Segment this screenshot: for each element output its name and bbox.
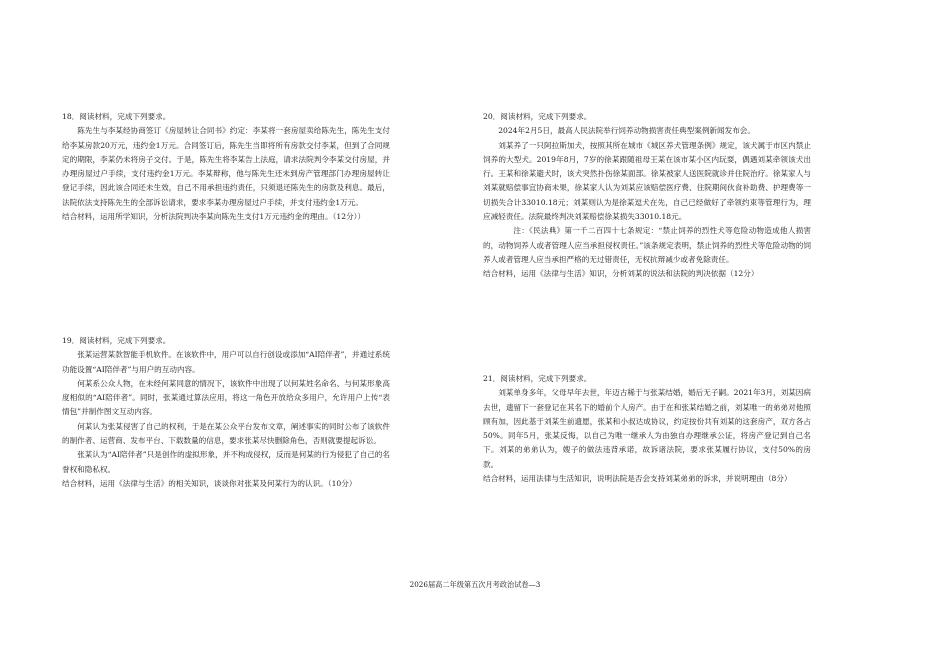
question-20-task: 结合材料，运用《法律与生活》知识，分析刘某的说法和法院的判决依据（12分） [483, 269, 759, 279]
question-18-material: 陈先生与李某经协商签订《房屋转让合同书》约定：李某将一套房屋卖给陈先生，陈先生支付给李某房款20万元，违约金1万元。合同签订后，陈先生当即将所有房款交付李某，但到了合同规定的期限，李某仍未将房子交付。于是，陈先生将李某告上法庭，请求法院判令李某交付房屋，并办理房屋过户手续，支付违约金1万元。李某辩称，他与陈先生还未到房产管理部门办理房屋转让登记手续，因此该合同还未生效，自己不用承担违约责任，只须退还陈先生的房款及利息。最后，法院依法支持陈先生的全部诉讼请求，要求李某办理房屋过户手续，并支付违约金1万元。 [62, 126, 390, 207]
question-18-heading: 18．阅读材料，完成下列要求。 [62, 112, 171, 121]
question-19-task: 结合材料，运用《法律与生活》的相关知识，谈谈你对张某及何某行为的认识。（10分） [62, 478, 357, 488]
question-20-note: 注：《民法典》第一千二百四十七条规定：“禁止饲养的烈性犬等危险动物造成他人损害的，动物饲养人或者管理人应当承担侵权责任。”该条规定表明，禁止饲养的烈性犬等危险动物的饲养人或者管理人应当承担严格的无过错责任，无权抗辩减少或者免除责任。 [483, 226, 811, 264]
question-19 [62, 334, 390, 491]
question-18 [62, 110, 390, 224]
page-footer: 2026届高二年级第五次月考政治试卷—3 [409, 580, 541, 589]
question-21-material: 刘某单身多年，父母早年去世，年迈古稀于与张某结婚，婚后无子嗣。2021年3月，刘某因病去世，遗留下一套登记在其名下的婚前个人房产。由于在和张某结婚之前，刘某唯一的弟弟对他照顾有加，因此基于刘某生前遗愿，张某和小叔达成协议，约定按份共有刘某的这套房产，双方各占50%。同年5月，张某反悔，以自己为唯一继承人为由独自办理继承公证，将房产登记到自己名下。刘某的弟弟认为，嫂子的做法违背承诺，故诉诸法院，要求张某履行协议，支付50%的房款。 [483, 388, 811, 469]
question-19-material-3: 何某认为张某侵害了自己的权利，于是在某公众平台发布文章，阐述事实的同时公布了该软件的制作者、运营商、发布平台、下载数量的信息，要求张某尽快删除角色，否则就要提起诉讼。 [62, 421, 390, 446]
question-20 [483, 110, 811, 282]
question-19-material-2: 何某系公众人物，在未经何某同意的情况下，该软件中出现了以何某姓名命名、与何某形象高度相似的“AI陪伴者”。同时，张某通过算法应用，将这一角色开放给众多用户，允许用户上传“表情包”并制作图文互动内容。 [62, 378, 390, 417]
question-20-material-1: 2024年2月5日，最高人民法院举行饲养动物损害责任典型案例新闻发布会。 [498, 126, 755, 136]
question-21-task: 结合材料，运用法律与生活知识，说明法院是否会支持刘某弟弟的诉求，并说明理由（8分） [483, 474, 792, 484]
question-19-heading: 19．阅读材料，完成下列要求。 [62, 336, 171, 345]
question-18-task: 结合材料，运用所学知识，分析法院判决李某向陈先生支付1万元违约金的理由。（12分）） [62, 212, 366, 222]
question-21 [483, 372, 811, 486]
question-19-material-4: 张某认为“AI陪伴者”只是创作的虚拟形象，并不构成侵权，反而是何某的行为侵犯了自己的名誉权和隐私权。 [62, 450, 390, 474]
question-20-heading: 20．阅读材料，完成下列要求。 [483, 112, 592, 121]
question-20-material-2: 刘某养了一只阿拉斯加犬，按照其所在城市《城区养犬管理条例》规定，该犬属于市区内禁止饲养的大型犬。2019年8月，7岁的徐某跟随祖母王某在该市某小区内玩耍，偶遇刘某牵领该犬出行。王某和徐某避犬时，该犬突然扑伤徐某面部。徐某被家人送医院就诊并住院治疗。徐某家人与刘某就赔偿事宜协商未果，徐某家人认为刘某应该赔偿医疗费、住院期间伙食补助费、护理费等一切损失合计33010.18元；刘某则认为是徐某逗犬在先，自己已经做好了牵领约束等管理行为，理应减轻责任。法院最终判决刘某赔偿徐某损失33010.18元。 [483, 140, 811, 222]
question-19-material-1: 张某运营某款智能手机软件。在该软件中，用户可以自行创设或添加“AI陪伴者”，并通过系统功能设置“AI陪伴者”与用户的互动内容。 [62, 350, 390, 374]
question-21-heading: 21．阅读材料，完成下列要求。 [483, 374, 592, 383]
